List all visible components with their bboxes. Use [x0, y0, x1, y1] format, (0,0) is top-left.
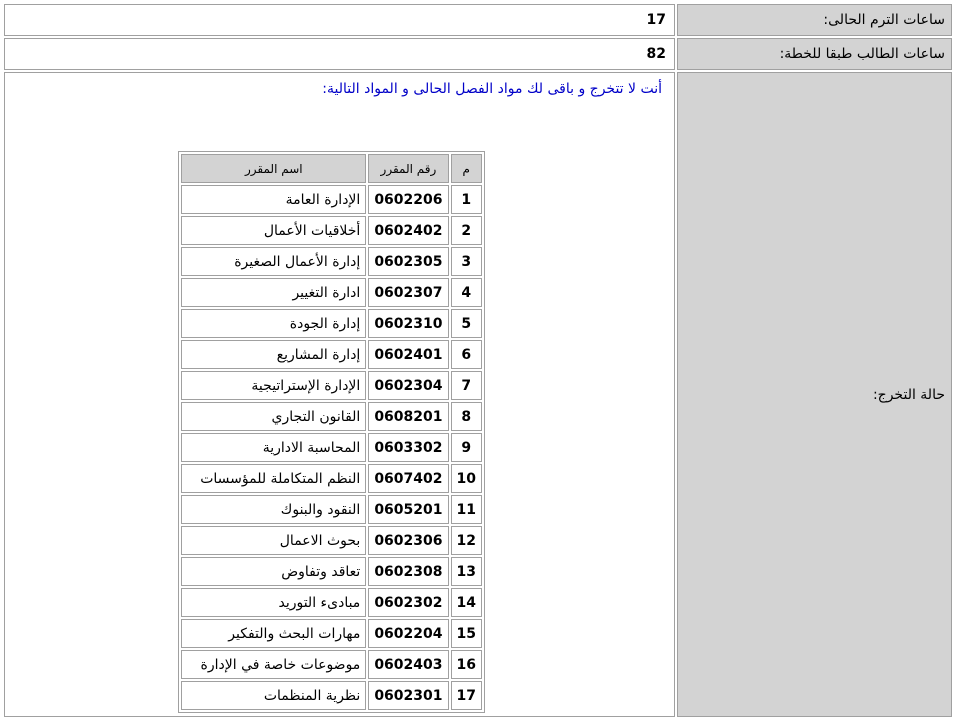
table-row: [181, 557, 482, 586]
course-name: تعاقد وتفاوض: [181, 557, 366, 586]
course-code: 0602307: [368, 278, 448, 307]
table-row: [181, 185, 482, 214]
graduation-message: أنت لا تتخرج و باقى لك مواد الفصل الحالى و المواد التالية:: [322, 81, 662, 97]
courses-body: [181, 185, 482, 710]
table-row: [181, 650, 482, 679]
course-code: 0605201: [368, 495, 448, 524]
course-number: 17: [451, 681, 482, 710]
course-code: 0602401: [368, 340, 448, 369]
course-number: 7: [451, 371, 482, 400]
table-row: [181, 340, 482, 369]
course-code: 0607402: [368, 464, 448, 493]
course-name: النقود والبنوك: [181, 495, 366, 524]
table-row: [181, 216, 482, 245]
plan-hours-label: ساعات الطالب طبقا للخطة:: [677, 38, 952, 70]
course-number: 1: [451, 185, 482, 214]
table-row: [181, 371, 482, 400]
course-number: 10: [451, 464, 482, 493]
course-number: 6: [451, 340, 482, 369]
plan-hours-row: [4, 38, 952, 70]
course-code: 0602302: [368, 588, 448, 617]
course-number: 11: [451, 495, 482, 524]
graduation-info-table: [2, 2, 954, 719]
graduation-status-label: حالة التخرج:: [677, 72, 952, 717]
course-code: 0602204: [368, 619, 448, 648]
course-name: الإدارة الإستراتيجية: [181, 371, 366, 400]
course-name: مبادىء التوريد: [181, 588, 366, 617]
course-name: إدارة المشاريع: [181, 340, 366, 369]
table-row: [181, 526, 482, 555]
course-number: 5: [451, 309, 482, 338]
table-row: [181, 464, 482, 493]
course-name: النظم المتكاملة للمؤسسات: [181, 464, 366, 493]
course-number: 14: [451, 588, 482, 617]
table-row: [181, 495, 482, 524]
course-number: 4: [451, 278, 482, 307]
current-term-hours-value: 17: [4, 4, 675, 36]
table-row: [181, 588, 482, 617]
course-number: 9: [451, 433, 482, 462]
course-number: 12: [451, 526, 482, 555]
plan-hours-value: 82: [4, 38, 675, 70]
course-code: 0602310: [368, 309, 448, 338]
table-row: [181, 247, 482, 276]
course-code: 0603302: [368, 433, 448, 462]
course-number: 3: [451, 247, 482, 276]
header-name: اسم المقرر: [181, 154, 366, 183]
course-number: 8: [451, 402, 482, 431]
course-code: 0602403: [368, 650, 448, 679]
course-code: 0602301: [368, 681, 448, 710]
header-num: م: [451, 154, 482, 183]
course-number: 13: [451, 557, 482, 586]
course-name: مهارات البحث والتفكير: [181, 619, 366, 648]
table-row: [181, 619, 482, 648]
course-code: 0602305: [368, 247, 448, 276]
courses-header-row: [181, 154, 482, 183]
course-name: ادارة التغيير: [181, 278, 366, 307]
course-name: القانون التجاري: [181, 402, 366, 431]
course-name: إدارة الجودة: [181, 309, 366, 338]
table-row: [181, 433, 482, 462]
course-name: المحاسبة الادارية: [181, 433, 366, 462]
course-number: 2: [451, 216, 482, 245]
header-code: رقم المقرر: [368, 154, 448, 183]
course-code: 0602308: [368, 557, 448, 586]
table-row: [181, 278, 482, 307]
graduation-status-row: [4, 72, 952, 717]
course-name: نظرية المنظمات: [181, 681, 366, 710]
course-name: موضوعات خاصة في الإدارة: [181, 650, 366, 679]
graduation-status-cell: [4, 72, 675, 717]
course-code: 0608201: [368, 402, 448, 431]
table-row: [181, 681, 482, 710]
course-number: 16: [451, 650, 482, 679]
course-code: 0602402: [368, 216, 448, 245]
table-row: [181, 402, 482, 431]
course-code: 0602206: [368, 185, 448, 214]
course-name: الإدارة العامة: [181, 185, 366, 214]
current-term-hours-label: ساعات الترم الحالى:: [677, 4, 952, 36]
course-name: بحوث الاعمال: [181, 526, 366, 555]
course-name: أخلاقيات الأعمال: [181, 216, 366, 245]
current-term-hours-row: [4, 4, 952, 36]
course-number: 15: [451, 619, 482, 648]
course-code: 0602306: [368, 526, 448, 555]
course-code: 0602304: [368, 371, 448, 400]
table-row: [181, 309, 482, 338]
remaining-courses-table: [178, 151, 485, 713]
course-name: إدارة الأعمال الصغيرة: [181, 247, 366, 276]
